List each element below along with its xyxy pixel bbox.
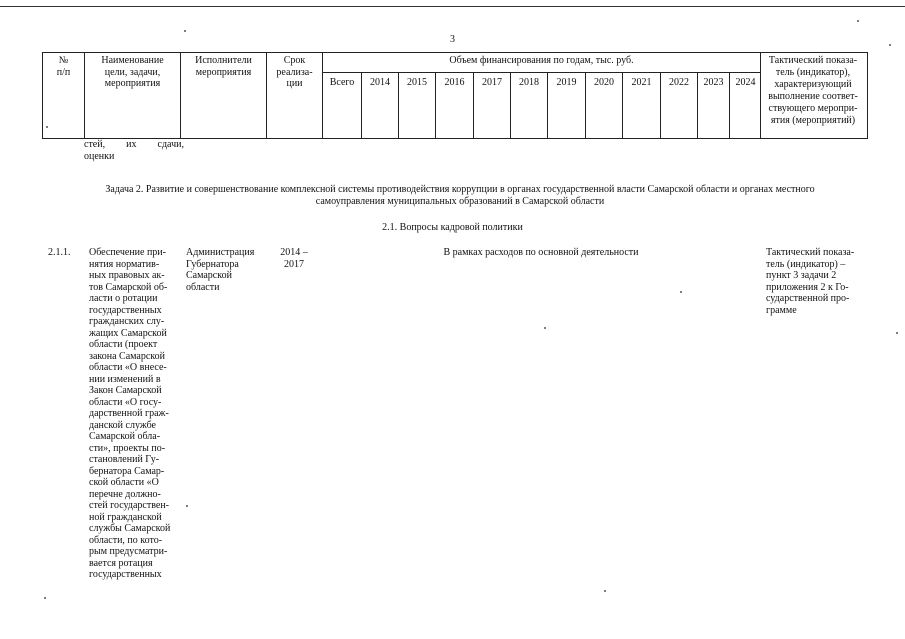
scan-speck [544,327,546,329]
page-number: 3 [450,34,455,45]
scan-speck [889,44,891,46]
row-executor: Администрация Губернатора Самарской области [186,247,255,293]
continued-word: стей, [84,139,106,150]
header-year-2020: 2020 [585,73,622,138]
scan-speck [186,505,188,507]
header-year-2022: 2022 [660,73,697,138]
header-year-total: Всего [329,77,355,88]
header-term: Срок реализа- ции [266,53,322,138]
continued-word: сдачи, [157,139,184,150]
table-header [42,52,868,139]
scan-speck [857,20,859,22]
header-year-2014: 2014 [361,73,398,138]
continued-line-1 [84,139,184,151]
scan-speck [604,590,606,592]
header-year-2018: 2018 [510,73,547,138]
row-measure-name: Обеспечение при- нятия норматив- ных правовых ак- тов Самарской об- ласти о ротации государственных гражданских слу- жащих Самарской области (проект закона Самарской области «О внесе- нии изменений в Закон Самарской области «О госу- дарственной граж- данской службе Самарской обла- сти», проекты по- становлений Гу- бернатора Самар- ской области «О перечне должно- стей государствен- ной гражданской службы Самарской области, по кото- рым предусматри- вается ротация государственных [89,247,171,580]
header-executors: Исполнители мероприятия [180,53,266,138]
header-year-2017: 2017 [473,73,510,138]
row-term: 2014 – 2017 [280,247,308,270]
header-financing-title: Объем финансирования по годам, тыс. руб. [323,53,760,73]
row-indicator: Тактический показа- тель (индикатор) – пункт 3 задачи 2 приложения 2 к Го- сударственной про- грамме [766,247,855,316]
header-year-2019: 2019 [547,73,585,138]
scan-speck [896,332,898,334]
continued-word: их [126,139,137,150]
header-year-2015: 2015 [398,73,435,138]
header-year-2016: 2016 [435,73,473,138]
subsection-title: 2.1. Вопросы кадровой политики [382,222,523,233]
continued-text [84,139,184,162]
scan-speck [44,597,46,599]
header-year-2023: 2023 [697,73,729,138]
continued-line-2: оценки [84,150,115,162]
header-year-2024: 2024 [729,73,761,138]
row-financing: В рамках расходов по основной деятельности [443,247,639,258]
scan-speck [46,126,48,128]
header-indicator: Тактический показа- тель (индикатор), характеризующий выполнение соответ- ствующего меропри- ятия (мероприятий) [760,53,865,138]
top-border-line [0,6,905,7]
header-financing [322,53,760,138]
row-number: 2.1.1. [48,247,71,258]
header-num: № п/п [56,55,71,78]
header-name: Наименование цели, задачи, мероприятия [84,53,180,138]
header-year-2021: 2021 [622,73,660,138]
task-title: Задача 2. Развитие и совершенствование комплексной системы противодействия коррупции в органах государственной власти Самарской области и органах местного самоуправления муниципальных образований в Самарской области [105,184,815,207]
scan-speck [184,30,186,32]
scan-speck [680,291,682,293]
